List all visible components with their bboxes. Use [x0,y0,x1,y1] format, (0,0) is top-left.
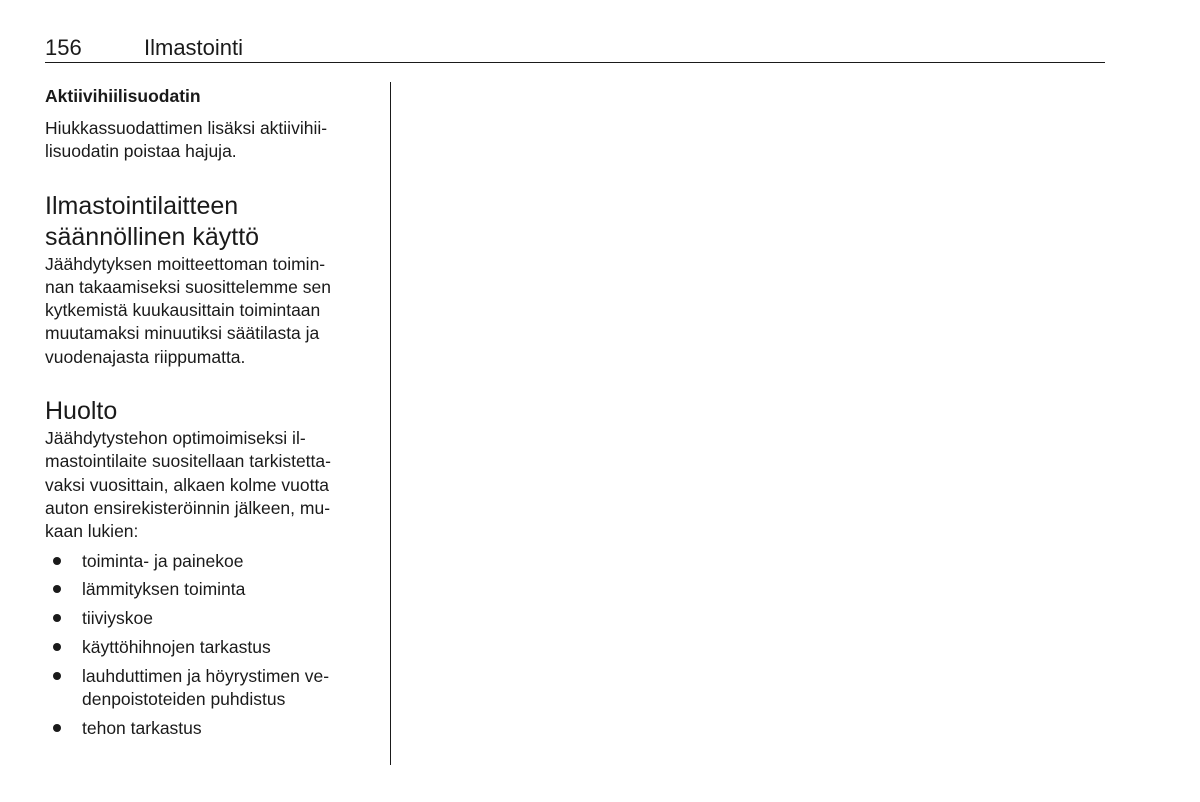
section-service [45,396,380,740]
text-line: lisuodatin poistaa hajuja. [45,141,237,162]
text-line: Jäähdytystehon optimoimiseksi il- [45,428,306,449]
list-item-text: käyttöhihnojen tarkastus [82,636,271,657]
text-line: Hiukkassuodattimen lisäksi aktiivihii- [45,118,328,138]
text-line: nan takaamiseksi suosittelemme sen [45,276,331,297]
text-line: mastointilaite suositellaan tarkistetta- [45,451,331,472]
section-regular-use [45,191,380,369]
list-item [45,665,380,712]
bullet-icon [53,585,61,593]
text-line: vuodenajasta riippumatta. [45,346,246,367]
list-item [45,578,380,601]
heading-line: säännöllinen käyttö [45,222,260,251]
section-activated-carbon-filter [45,84,380,164]
column-divider [390,82,391,765]
text-line: auton ensirekisteröinnin jälkeen, mu- [45,497,331,518]
left-column [45,84,380,746]
service-checklist [45,550,380,741]
list-item-text: tiiviyskoe [82,608,153,629]
list-item [45,607,380,630]
text-line: vaksi vuosittain, alkaen kolme vuotta [45,474,330,495]
page-header [45,34,1105,63]
list-item-text: lämmityksen toiminta [82,579,246,600]
list-item-text: tehon tarkastus [82,717,202,738]
list-item [45,717,380,740]
text-line: kytkemistä kuukausittain toimintaan [45,300,321,321]
text-line: kaan lukien: [45,521,139,542]
paragraph-activated-carbon-filter [45,117,380,164]
list-item-text: lauhduttimen ja höyrystimen ve- [82,665,330,686]
list-item [45,636,380,659]
chapter-title: Ilmastointi [144,35,244,60]
page-number: 156 [45,35,82,60]
list-item [45,550,380,573]
text-line: muutamaksi minuutiksi säätilasta ja [45,323,320,344]
bullet-icon [53,643,61,651]
heading-line: Ilmastointilaitteen [45,191,239,220]
text-line: Jäähdytyksen moitteettoman toimin- [45,253,326,274]
bullet-icon [53,614,61,622]
bullet-icon [53,724,61,732]
list-item-text: denpoistoteiden puhdistus [82,689,286,710]
list-item-text: toiminta- ja painekoe [82,550,244,571]
paragraph-regular-use [45,253,380,369]
bullet-icon [53,672,61,680]
subheading-activated-carbon-filter: Aktiivihiilisuodatin [45,86,201,106]
paragraph-service [45,427,380,543]
heading-service: Huolto [45,397,118,426]
bullet-icon [53,557,61,565]
heading-regular-use [45,191,380,253]
